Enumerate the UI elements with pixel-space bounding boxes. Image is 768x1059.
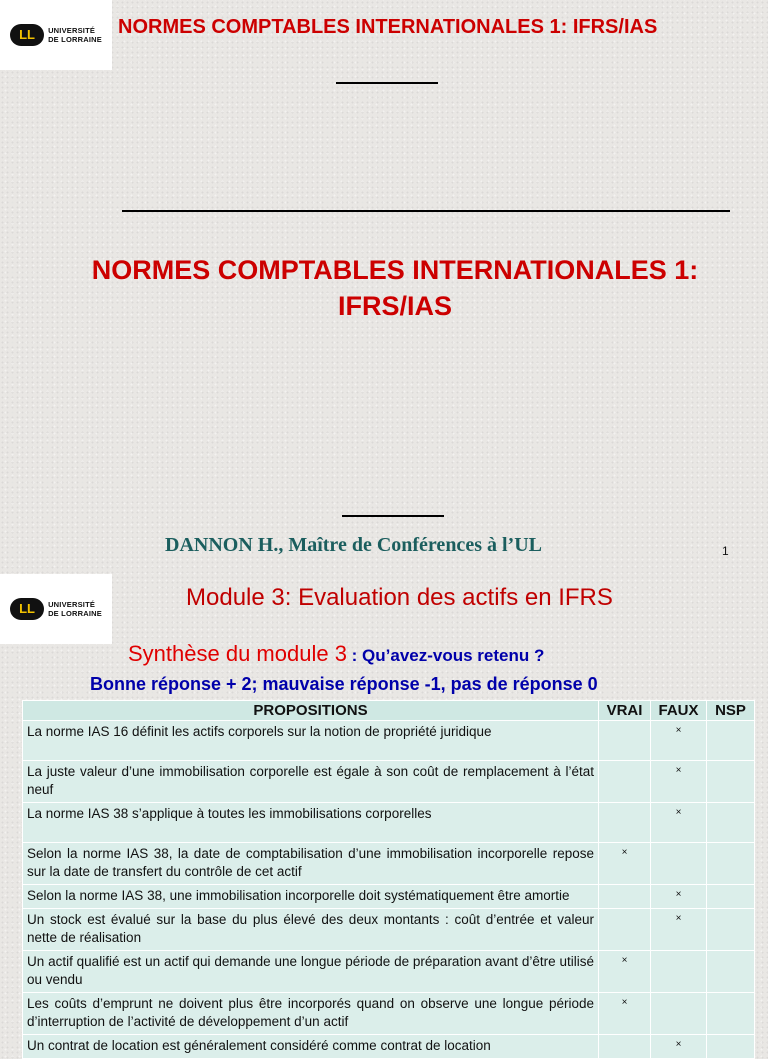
logo-line-1: UNIVERSITÉ <box>48 26 96 35</box>
header-title: NORMES COMPTABLES INTERNATIONALES 1: IFRS/IAS <box>118 16 658 38</box>
proposition-text: La norme IAS 38 s’applique à toutes les immobilisations corporelles <box>23 803 599 843</box>
logo-line-2: DE LORRAINE <box>48 35 102 44</box>
vrai-cell[interactable] <box>599 885 651 909</box>
nsp-cell[interactable] <box>707 721 755 761</box>
vrai-cell[interactable]: × <box>599 951 651 993</box>
logo-mark-icon: LL <box>10 598 44 620</box>
table-row <box>23 1035 755 1059</box>
header-nsp: NSP <box>707 701 755 721</box>
faux-cell[interactable] <box>651 843 707 885</box>
header-propositions: PROPOSITIONS <box>23 701 599 721</box>
faux-cell[interactable] <box>651 951 707 993</box>
proposition-text: Selon la norme IAS 38, la date de comptabilisation d’une immobilisation incorporelle repose sur la date de transfert du contrôle de cet actif <box>23 843 599 885</box>
author-line: DANNON H., Maître de Conférences à l’UL <box>165 534 542 556</box>
nsp-cell[interactable] <box>707 909 755 951</box>
quiz-slide <box>0 574 768 1053</box>
header-vrai: VRAI <box>599 701 651 721</box>
table-row <box>23 951 755 993</box>
vrai-cell[interactable]: × <box>599 993 651 1035</box>
proposition-text: Un stock est évalué sur la base du plus élevé des deux montants : coût d’entrée et valeur nette de réalisation <box>23 909 599 951</box>
proposition-text: Les coûts d’emprunt ne doivent plus être incorporés quand on observe une longue période d’interruption de l’activité de développement d’un actif <box>23 993 599 1035</box>
table-row <box>23 761 755 803</box>
proposition-text: Un contrat de location est généralement considéré comme contrat de location <box>23 1035 599 1059</box>
logo-line-1: UNIVERSITÉ <box>48 600 96 609</box>
vrai-cell[interactable] <box>599 803 651 843</box>
table-row <box>23 843 755 885</box>
nsp-cell[interactable] <box>707 993 755 1035</box>
header-divider <box>336 82 438 84</box>
faux-cell[interactable]: × <box>651 803 707 843</box>
quiz-table <box>22 700 755 1059</box>
vrai-cell[interactable]: × <box>599 843 651 885</box>
scoring-rules: Bonne réponse + 2; mauvaise réponse -1, pas de réponse 0 <box>90 674 598 694</box>
logo-line-2: DE LORRAINE <box>48 609 102 618</box>
table-row <box>23 721 755 761</box>
table-row <box>23 909 755 951</box>
main-title-line-1: NORMES COMPTABLES INTERNATIONALES 1: <box>91 255 699 285</box>
nsp-cell[interactable] <box>707 1035 755 1059</box>
faux-cell[interactable]: × <box>651 885 707 909</box>
logo-text <box>48 600 102 618</box>
page-number: 1 <box>722 544 729 558</box>
synthese-question: : Qu’avez-vous retenu ? <box>346 646 545 665</box>
nsp-cell[interactable] <box>707 761 755 803</box>
proposition-text: Un actif qualifié est un actif qui demande une longue période de préparation avant d’être utilisé ou vendu <box>23 951 599 993</box>
vrai-cell[interactable] <box>599 761 651 803</box>
author-divider <box>342 515 444 517</box>
main-title <box>30 252 760 324</box>
vrai-cell[interactable] <box>599 1035 651 1059</box>
table-row <box>23 885 755 909</box>
proposition-text: La norme IAS 16 définit les actifs corporels sur la notion de propriété juridique <box>23 721 599 761</box>
logo-mark-icon: LL <box>10 24 44 46</box>
logo-text <box>48 26 102 44</box>
table-row <box>23 993 755 1035</box>
nsp-cell[interactable] <box>707 951 755 993</box>
faux-cell[interactable]: × <box>651 761 707 803</box>
nsp-cell[interactable] <box>707 803 755 843</box>
university-logo <box>0 574 112 644</box>
university-logo <box>0 0 112 70</box>
proposition-text: Selon la norme IAS 38, une immobilisation incorporelle doit systématiquement être amortie <box>23 885 599 909</box>
synthese-label: Synthèse du module 3 <box>128 641 347 666</box>
vrai-cell[interactable] <box>599 721 651 761</box>
faux-cell[interactable]: × <box>651 909 707 951</box>
proposition-text: La juste valeur d’une immobilisation corporelle est égale à son coût de remplacement à l’état neuf <box>23 761 599 803</box>
module-title: Module 3: Evaluation des actifs en IFRS <box>186 584 613 611</box>
table-row <box>23 803 755 843</box>
faux-cell[interactable]: × <box>651 721 707 761</box>
nsp-cell[interactable] <box>707 885 755 909</box>
synthese-heading <box>128 641 544 667</box>
header-faux: FAUX <box>651 701 707 721</box>
nsp-cell[interactable] <box>707 843 755 885</box>
main-title-line-2: IFRS/IAS <box>337 291 452 321</box>
vrai-cell[interactable] <box>599 909 651 951</box>
title-divider <box>122 210 730 212</box>
table-header-row <box>23 701 755 721</box>
faux-cell[interactable]: × <box>651 1035 707 1059</box>
faux-cell[interactable] <box>651 993 707 1035</box>
